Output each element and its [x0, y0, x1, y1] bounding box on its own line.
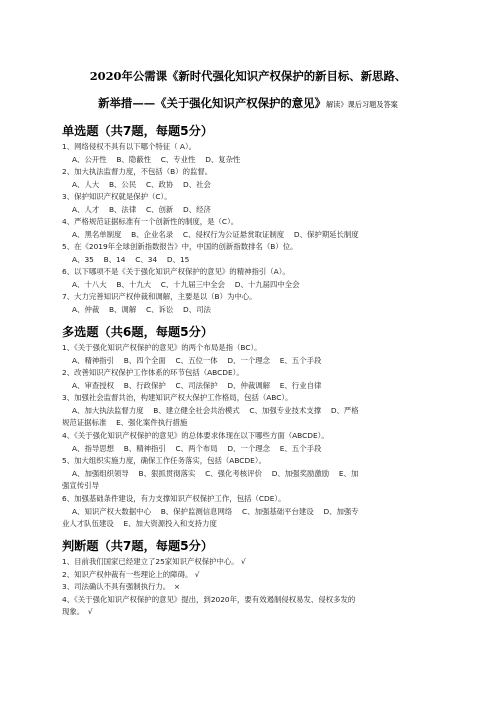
section-heading-true-false: 判断题（共7题，每题5分） — [62, 539, 214, 553]
document-title-line2 — [0, 95, 496, 111]
options-line: A、指导思想 B、精神指引 C、两个布局 D、一个理念 E、五个手段 — [72, 444, 322, 453]
options-line: A、人大 B、公民 C、政协 D、社会 — [72, 180, 211, 189]
document-title-line1: 2020年公需课《新时代强化知识产权保护的新目标、新思路、 — [89, 69, 407, 83]
document-title-main: 新举措——《关于强化知识产权保护的意见》 — [98, 96, 326, 110]
section-heading-multiple-choice: 多选题（共6题，每题5分） — [62, 325, 214, 339]
options-line: A、公开性 B、隐蔽性 C、专业性 D、复杂性 — [72, 155, 241, 164]
statement-line: 1、目前我们国家已经建立了25家知识产权保护中心。 √ — [62, 557, 246, 566]
question-line: 2、加大执法监督力度，不包括（B）的监督。 — [62, 167, 213, 176]
options-line: A、黑名单制度 B、企业名录 C、侵权行为公证悬赏取证制度 D、保护期延长制度 — [72, 230, 359, 239]
options-line-cont: 规范证据标准 E、强化案件执行措施 — [62, 418, 188, 427]
options-line: A、加大执法监督力度 B、建立健全社会共治模式 C、加强专业技术支撑 D、严格 — [72, 406, 359, 415]
document-title-sub: 解读》课后习题及答案 — [325, 100, 398, 109]
question-line: 6、以下哪项不是《关于强化知识产权保护的意见》的精神指引（A）。 — [62, 267, 290, 276]
question-line: 4、严格规范证据标准有一个创新性的制度，是（C）。 — [62, 217, 239, 226]
question-line: 1、《关于强化知识产权保护的意见》的两个布局是指（BC）。 — [62, 343, 262, 352]
options-line: A、人才 B、法律 C、创新 D、经济 — [72, 205, 211, 214]
question-line: 3、保护知识产权就是保护（C）。 — [62, 192, 172, 201]
question-line: 2、改善知识产权保护工作体系的环节包括（ABCDE）。 — [62, 368, 244, 377]
options-line: A、35 B、14 C、34 D、15 — [72, 255, 190, 264]
question-line: 3、加强社会监督共治，构建知识产权大保护工作格局，包括（ABC）。 — [62, 393, 293, 402]
question-line: 7、大力完善知识产权仲裁和调解，主要是以（B）为中心。 — [62, 292, 257, 301]
options-line-cont: 强宣传引导 — [62, 481, 99, 490]
question-line: 6、加强基础条件建设，有力支撑知识产权保护工作，包括（CDE）。 — [62, 494, 286, 503]
question-line: 5、在《2019年全球创新指数报告》中，中国的创新指数排名（B）位。 — [62, 242, 298, 251]
question-line: 1、网络侵权不具有以下哪个特征（ A）。 — [62, 142, 197, 151]
options-line: A、仲裁 B、调解 C、诉讼 D、司法 — [72, 305, 211, 314]
options-line: A、知识产权大数据中心 B、保护监测信息网络 C、加强基础平台建设 D、加强专 — [72, 507, 359, 516]
options-line: A、审查授权 B、行政保护 C、司法保护 D、仲裁调解 E、行业自律 — [72, 381, 322, 390]
statement-line: 4、《关于强化知识产权保护的意见》提出，到2020年，要有效遏制侵权易发、侵权多发的 — [62, 595, 356, 604]
options-line: A、十八大 B、十九大 C、十九届三中全会 D、十九届四中全会 — [72, 280, 300, 289]
question-line: 5、加大组织实施力度，确保工作任务落实，包括（ABCDE）。 — [62, 456, 266, 465]
options-line-cont: 业人才队伍建设 E、加大资源投入和支持力度 — [62, 519, 217, 528]
statement-line-cont: 现象。 √ — [62, 607, 93, 616]
section-heading-single-choice: 单选题（共7题，每题5分） — [62, 124, 214, 138]
question-line: 4、《关于强化知识产权保护的意见》的总体要求体现在以下哪些方面（ABCDE）。 — [62, 431, 329, 440]
statement-line: 3、司法确认不具有强制执行力。 × — [62, 582, 181, 591]
options-line: A、精神指引 B、四个全面 C、五位一体 D、一个理念 E、五个手段 — [72, 356, 322, 365]
statement-line: 2、知识产权仲裁有一些理论上的障碍。 √ — [62, 570, 200, 579]
options-line: A、加强组织领导 B、狠抓贯彻落实 C、强化考核评价 D、加强奖励激励 E、加 — [72, 469, 359, 478]
